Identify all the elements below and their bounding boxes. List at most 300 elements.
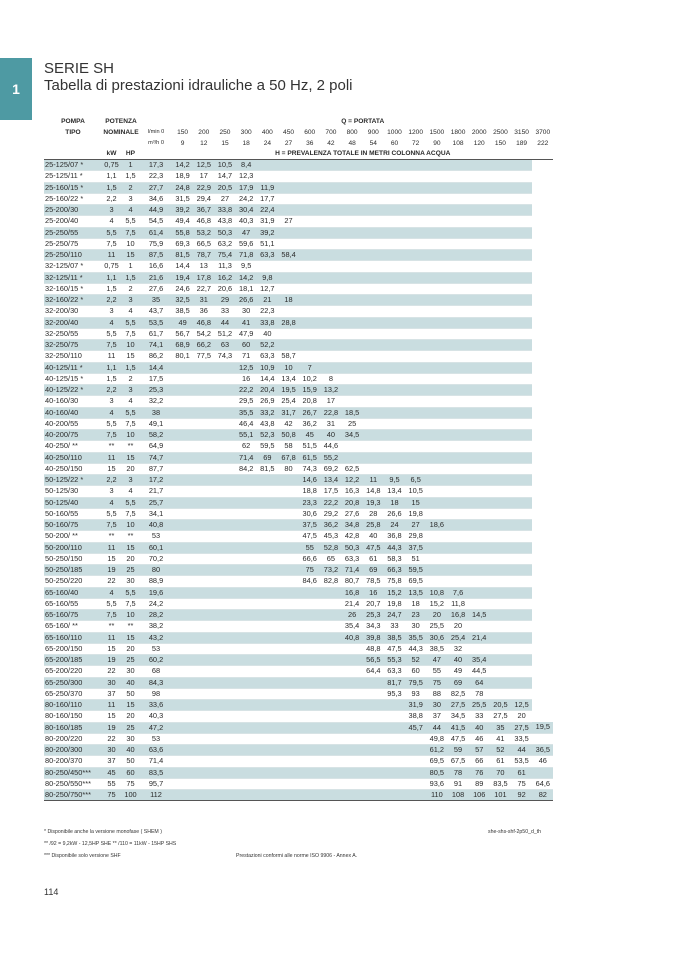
head-value [214,778,235,789]
head-value: 22,3 [140,171,172,182]
head-value [405,328,426,339]
power-hp: 10 [121,340,140,351]
power-kw: 19 [102,655,121,666]
head-value [469,216,490,227]
head-value [172,542,193,553]
head-value [172,362,193,373]
head-value [490,193,511,204]
head-value [447,418,468,429]
power-kw: 7,5 [102,340,121,351]
pump-model: 65-160/40 [44,587,102,598]
head-value: 25,8 [363,520,384,531]
head-value: 59,5 [257,441,278,452]
head-value [363,711,384,722]
table-row [44,700,553,711]
head-value: 17,5 [320,486,341,497]
head-value [236,520,257,531]
head-value [469,261,490,272]
head-value [193,655,214,666]
head-value [193,677,214,688]
head-value: 20,8 [299,396,320,407]
head-value [278,643,299,654]
head-value [363,238,384,249]
head-value: 18,9 [172,171,193,182]
head-value: 62,5 [342,463,363,474]
power-hp: 10 [121,238,140,249]
q-lmin-900: 900 [367,129,379,136]
header-tipo: TIPO [65,129,81,136]
head-value [511,182,532,193]
table-row [44,362,553,373]
head-value [426,295,447,306]
head-value: 55,2 [320,452,341,463]
head-value: 27 [214,193,235,204]
head-value: 51,5 [299,441,320,452]
pump-model: 50-125/40 [44,497,102,508]
head-value [236,733,257,744]
q-lmin-1800: 1800 [450,129,466,136]
head-value [447,452,468,463]
head-value [405,272,426,283]
head-value [193,520,214,531]
power-kw: 5,5 [102,328,121,339]
power-hp: 20 [121,463,140,474]
head-value [193,643,214,654]
head-value [469,475,490,486]
head-value [447,328,468,339]
head-value [193,508,214,519]
head-value [214,508,235,519]
head-value: 24 [384,520,405,531]
head-value [342,317,363,328]
head-value [299,643,320,654]
head-value [342,216,363,227]
head-value: 49,8 [426,733,447,744]
head-value [172,565,193,576]
head-value [384,193,405,204]
head-value [511,373,532,384]
head-value: 71,4 [342,565,363,576]
head-value [405,306,426,317]
pump-model: 32-125/11 * [44,272,102,283]
head-value: 51,1 [257,238,278,249]
q-lmin-2500: 2500 [493,129,508,136]
power-hp: 25 [121,655,140,666]
table-row [44,475,553,486]
power-kw: 4 [102,407,121,418]
head-value [236,666,257,677]
head-value: 37,5 [405,542,426,553]
head-value [426,272,447,283]
head-value [363,677,384,688]
head-value [320,340,341,351]
head-value: 44,3 [384,542,405,553]
head-value [278,328,299,339]
table-subtitle: Tabella di prestazioni idrauliche a 50 Hz, 2 poli [44,77,353,94]
head-value [342,261,363,272]
head-value: 81,7 [384,677,405,688]
head-value [363,283,384,294]
head-value: 75 [299,565,320,576]
power-kw: ** [102,441,121,452]
head-value: 53 [140,643,172,654]
head-value [257,643,278,654]
table-row [44,542,553,553]
pump-model: 65-160/ ** [44,621,102,632]
head-value: 64 [469,677,490,688]
head-value: 69,2 [320,463,341,474]
head-value [299,160,320,171]
head-value: 27,5 [490,711,511,722]
head-value [236,632,257,643]
head-value: 43,8 [257,418,278,429]
head-value [426,396,447,407]
head-value [469,306,490,317]
head-value [342,227,363,238]
head-value: 18 [278,295,299,306]
head-value: 58,7 [278,351,299,362]
power-kw: 22 [102,666,121,677]
head-value [469,520,490,531]
head-value: 14,5 [469,610,490,621]
head-value [320,700,341,711]
head-value [214,621,235,632]
head-value [447,261,468,272]
head-value: 95,7 [140,778,172,789]
head-value [236,655,257,666]
head-value: 80,1 [172,351,193,362]
head-value [172,486,193,497]
power-kw: 11 [102,632,121,643]
head-value: 34,1 [140,508,172,519]
head-value [426,463,447,474]
power-kw: 37 [102,688,121,699]
power-kw: ** [102,621,121,632]
q-lmin-1500: 1500 [429,129,445,136]
head-value: 47 [236,227,257,238]
head-value [405,250,426,261]
head-value [193,475,214,486]
table-row [44,643,553,654]
head-value [214,463,235,474]
power-hp: 15 [121,542,140,553]
head-value [405,463,426,474]
head-value [447,385,468,396]
head-value [320,677,341,688]
head-value: 8 [320,373,341,384]
head-value [299,295,320,306]
head-value [320,272,341,283]
head-value [384,385,405,396]
head-value [193,700,214,711]
head-value: 20,6 [214,283,235,294]
head-value: 14,2 [172,160,193,171]
pump-model: 40-125/11 * [44,362,102,373]
head-value [511,385,532,396]
table-row [44,520,553,531]
head-value: 36,8 [384,531,405,542]
head-value [384,441,405,452]
head-value [490,542,511,553]
head-value: 12,2 [342,475,363,486]
power-hp: 1,5 [121,171,140,182]
power-hp: 7,5 [121,508,140,519]
head-value: 10 [278,362,299,373]
head-value: 46 [469,733,490,744]
head-value [363,396,384,407]
head-value [299,778,320,789]
head-value [257,756,278,767]
head-value: 81,5 [257,463,278,474]
head-value: 69 [447,677,468,688]
section-number: 1 [12,81,20,97]
head-value [193,711,214,722]
head-value [447,351,468,362]
head-value [384,205,405,216]
section-tab [0,58,32,120]
head-value [320,745,341,756]
head-value [426,171,447,182]
head-value [299,227,320,238]
head-value [299,700,320,711]
power-hp: 2 [121,182,140,193]
header-potenza: POTENZA [105,118,137,125]
page-number: 114 [44,887,59,897]
head-value [511,340,532,351]
head-value [193,463,214,474]
head-value: 61,2 [426,745,447,756]
head-value [193,373,214,384]
footnote-power: ** /92 = 9,2kW - 12,5HP SHE ** /110 = 11kW - 15HP SHS [44,841,177,847]
head-value [405,295,426,306]
head-value [490,508,511,519]
head-value [490,430,511,441]
q-m3h-108: 108 [452,140,464,147]
head-value: 12,5 [511,700,532,711]
head-value [214,531,235,542]
head-value: 43,2 [140,632,172,643]
head-value: 10,8 [426,587,447,598]
q-m3h-12: 12 [200,140,208,147]
head-value [342,688,363,699]
power-kw: 3 [102,396,121,407]
pump-model: 80-200/300 [44,745,102,756]
head-value: 49 [447,666,468,677]
head-value [469,396,490,407]
pump-model: 80-160/110 [44,700,102,711]
head-value: 20,5 [490,700,511,711]
head-value: 34,6 [140,193,172,204]
head-value [214,396,235,407]
head-value: 69,5 [405,576,426,587]
head-value: 7 [299,362,320,373]
head-value: 19,8 [384,598,405,609]
head-value [511,328,532,339]
table-row [44,711,553,722]
head-value [257,767,278,778]
head-value [299,722,320,733]
head-value: 32,2 [140,396,172,407]
q-lmin-450: 450 [283,129,295,136]
head-value [172,688,193,699]
head-value [257,475,278,486]
head-value [384,250,405,261]
head-value [490,317,511,328]
head-value [278,542,299,553]
head-value [511,351,532,362]
head-value [384,362,405,373]
head-value [320,655,341,666]
power-kw: 1,1 [102,272,121,283]
head-value: 31,9 [257,216,278,227]
header-unit-m3h: m³/h 0 [148,140,164,146]
head-value [257,745,278,756]
table-row [44,790,553,801]
head-value [405,745,426,756]
head-value: 45,7 [405,722,426,733]
head-value: 29 [214,295,235,306]
head-value: 66,2 [193,340,214,351]
table-row [44,272,553,283]
power-hp: 5,5 [121,216,140,227]
head-value: 14,4 [140,362,172,373]
head-value [426,306,447,317]
head-value: 76 [469,767,490,778]
head-value [214,756,235,767]
head-value [299,598,320,609]
head-value [172,497,193,508]
head-value [405,418,426,429]
head-value [447,576,468,587]
head-value [278,171,299,182]
head-value [193,733,214,744]
head-value: 35,4 [342,621,363,632]
head-value [384,182,405,193]
head-value [299,733,320,744]
head-value: 40 [363,531,384,542]
head-value: 18,1 [236,283,257,294]
head-value [511,688,532,699]
q-m3h-9: 9 [180,140,185,147]
head-value [363,250,384,261]
q-lmin-150: 150 [177,129,189,136]
power-kw: 1,5 [102,373,121,384]
head-value [320,790,341,801]
pump-model: 40-160/30 [44,396,102,407]
head-value [363,722,384,733]
head-value [342,655,363,666]
power-hp: 30 [121,733,140,744]
head-value: 80 [140,565,172,576]
pump-model: 32-200/30 [44,306,102,317]
head-value [447,508,468,519]
head-value: 59,6 [236,238,257,249]
head-value [447,306,468,317]
table-row [44,238,553,249]
head-value [342,328,363,339]
table-row [44,576,553,587]
head-value [342,778,363,789]
footnote-iso: Prestazioni conformi alle norme ISO 9906 - Annex A. [236,853,358,859]
head-value: 9,8 [257,272,278,283]
head-value [363,182,384,193]
head-value: 11,3 [214,261,235,272]
head-value [257,778,278,789]
footnote-shf: *** Disponibile solo versione SHF [44,853,121,859]
head-value: 69 [257,452,278,463]
head-value [236,531,257,542]
table-row [44,182,553,193]
head-value: 95,3 [384,688,405,699]
head-value [511,441,532,452]
head-value [511,621,532,632]
head-value [320,182,341,193]
pump-model: 32-160/22 * [44,295,102,306]
power-hp: 25 [121,565,140,576]
head-value: 106 [469,790,490,801]
head-value [363,756,384,767]
head-value: 27,6 [342,508,363,519]
head-value: 33 [469,711,490,722]
power-hp: 20 [121,643,140,654]
head-value [320,205,341,216]
head-value: 26 [342,610,363,621]
head-value [172,452,193,463]
head-value: 40,8 [342,632,363,643]
head-value [320,328,341,339]
head-value: 19,5 [532,722,553,733]
power-hp: 4 [121,205,140,216]
head-value: 58,4 [278,250,299,261]
head-value [214,452,235,463]
power-kw: 4 [102,216,121,227]
head-value: 52,3 [257,430,278,441]
head-value [405,182,426,193]
head-value: 12,5 [236,362,257,373]
head-value: 71,4 [140,756,172,767]
head-value: 30 [426,700,447,711]
head-value: 43,7 [140,306,172,317]
head-value [363,171,384,182]
table-row [44,745,553,756]
head-value [278,767,299,778]
power-hp: 40 [121,677,140,688]
head-value: 12,7 [257,283,278,294]
head-value: 17 [320,396,341,407]
head-value [490,272,511,283]
table-row [44,317,553,328]
head-value [426,160,447,171]
head-value [214,385,235,396]
head-value: 19,5 [278,385,299,396]
head-value [299,328,320,339]
head-value [447,283,468,294]
head-value: 11,9 [257,182,278,193]
head-value [426,553,447,564]
power-kw: 1,5 [102,283,121,294]
pump-model: 40-250/150 [44,463,102,474]
head-value: 84,3 [140,677,172,688]
head-value [193,688,214,699]
table-row [44,677,553,688]
head-value: 7,6 [447,587,468,598]
head-value [469,385,490,396]
q-m3h-18: 18 [242,140,250,147]
head-value [257,520,278,531]
head-value: 21,4 [469,632,490,643]
head-value: 34,5 [342,430,363,441]
q-m3h-60: 60 [390,140,399,147]
